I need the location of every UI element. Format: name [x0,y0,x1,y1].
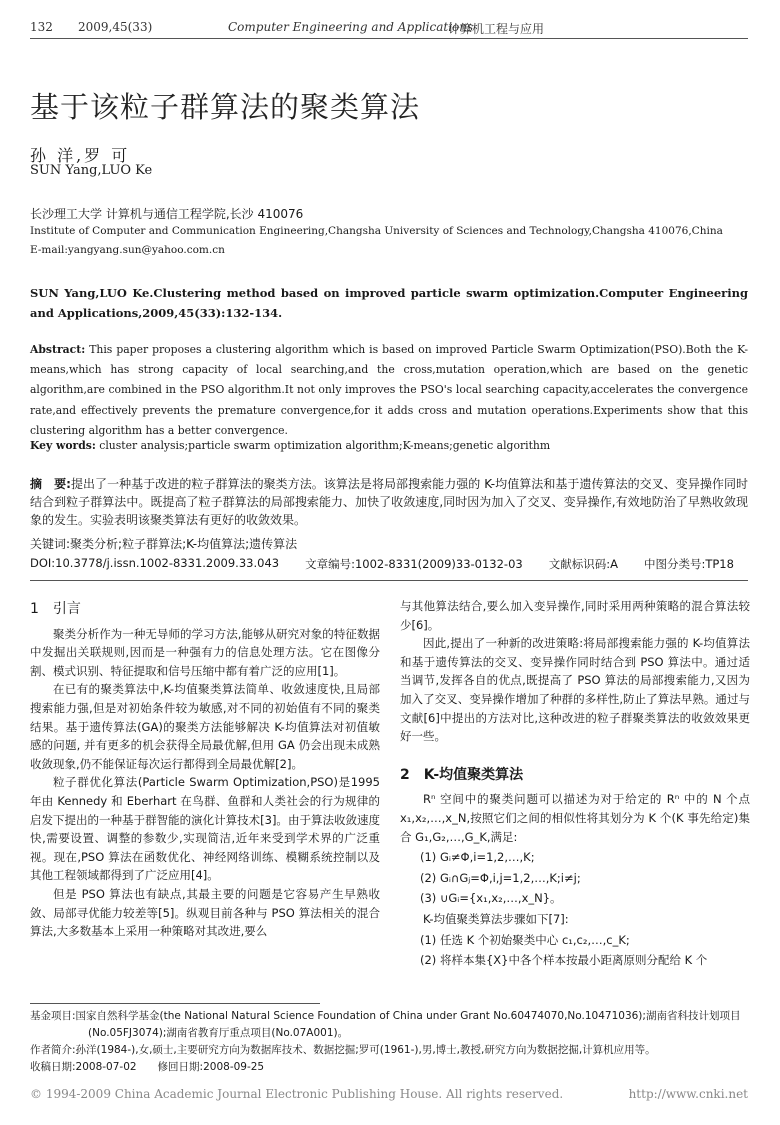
paragraph: 因此,提出了一种新的改进策略:将局部搜索能力强的 K-均值算法和基于遗传算法的交叉、变异操作同时结合到 PSO 算法中。通过适当调节,发挥各自的优点,既提高了 PSO 算法的局部搜索能力,又因为加入了交叉、变异操作增加了种群的多样性,防止了算法早熟。通过与文献[6]中提出的方法对比,这种改进的粒子群聚类算法的收敛效果更好一些。 [400,636,750,744]
section-2-heading: 2 K-均值聚类算法 [400,766,524,783]
article-number: 文章编号:1002-8331(2009)33-0132-03 [305,557,523,571]
email: E-mail:yangyang.sun@yahoo.com.cn [30,244,225,256]
classification-number: 中图分类号:TP18 [643,557,734,571]
keywords-cn [30,535,297,552]
paragraph: 在已有的聚类算法中,K-均值聚类算法简单、收敛速度快,且局部搜索能力强,但是对初始条件较为敏感,对不同的初始值有不同的聚类结果。基于遗传算法(GA)的聚类方法能够解决 K-均值算法对初值敏感的问题, 并有更多的机会获得全局最优解,但用 GA 仍会出现未成熟收敛现象,仍不能保证每次运行都得到全局最优解[2]。 [30,682,380,771]
authors-en: SUN Yang,LUO Ke [30,163,153,178]
cn-abstract-label: 摘 要: [30,477,71,491]
page-number: 132 [30,20,53,34]
volume-info: 2009,45(33) [78,20,153,34]
authors-cn: 孙 洋,罗 可 [30,146,131,165]
paragraph: 但是 PSO 算法也有缺点,其最主要的问题是它容易产生早熟收敛、局部寻优能力较差等[5]。纵观目前各种与 PSO 算法相关的混合算法,大多数基本上采用一种策略对其改进,要么 [30,886,380,939]
dates: 收稿日期:2008-07-02 修回日期:2008-09-25 [30,1061,265,1073]
paragraph: 聚类分析作为一种无导师的学习方法,能够从研究对象的特征数据中发掘出关联规则,因而是一种强有力的信息处理方法。它在图像分割、模式识别、特征提取和信号压缩中都有着广泛的应用[1]。 [30,626,380,678]
paragraph: Rⁿ 空间中的聚类问题可以描述为对于给定的 Rⁿ 中的 N 个点 x₁,x₂,…,x_N,按照它们之间的相似性将其划分为 K 个(K 事先给定)集合 G₁,G₂,…,G_K,满足: [400,792,750,844]
footnotes [30,1008,748,1076]
abstract-text: This paper proposes a clustering algorithm which is based on improved Particle Swarm Optimization(PSO).Both the K-means,which has strong capacity of local searching,and the cross,mutation operation,which are based on the genetic algorithm,are combined in the PSO algorithm.It not only improves the PSO's local searching capacity,accelerates the convergence rate,and effectively prevents the premature convergence,for it adds cross and mutation operations.Experiments show that this clustering algorithm has a better convergence. [30,343,748,437]
doi-row [30,556,748,572]
section-1-heading: 1 引言 [30,601,81,617]
condition: (2) Gᵢ∩Gⱼ=Φ,i,j=1,2,…,K;i≠j; [420,870,581,885]
footnote-rule [30,1003,320,1004]
journal-name-cn: 计算机工程与应用 [448,22,545,36]
header-rule [30,38,748,39]
algorithm-step: (1) 任选 K 个初始聚类中心 c₁,c₂,…,c_K; [420,932,630,947]
affiliation-en: Institute of Computer and Communication Engineering,Changsha University of Sciences and Technology,Changsha 410076,China [30,225,723,237]
cn-abstract-text: 提出了一种基于改进的粒子群算法的聚类方法。该算法是将局部搜索能力强的 K-均值算法和基于遗传算法的交叉、变异操作同时结合到粒子群算法中。既提高了粒子群算法的局部搜索能力、加快了收敛速度,同时因为加入了交叉、变异操作,有效地防治了早熟收敛现象的发生。实验表明该聚类算法有更好的收敛效果。 [30,477,748,527]
condition: (1) Gᵢ≠Φ,i=1,2,…,K; [420,850,535,865]
paper-title: 基于该粒子群算法的聚类算法 [30,90,421,124]
paragraph: K-均值聚类算法步骤如下[7]: [423,911,569,926]
copyright-line [30,1087,748,1101]
paragraph: 与其他算法结合,要么加入变异操作,同时采用两种策略的混合算法较少[6]。 [400,599,750,632]
cn-keywords-label: 关键词: [30,537,71,551]
condition: (3) ∪Gᵢ={x₁,x₂,…,x_N}。 [420,891,562,906]
citation: SUN Yang,LUO Ke.Clustering method based on improved particle swarm optimization.Computer Engineering and Applications,2009,45(33):132-134. [30,286,748,320]
cn-keywords-text: 聚类分析;粒子群算法;K-均值算法;遗传算法 [70,537,298,551]
fund-note-cont: (No.05FJ3074);湖南省教育厅重点项目(No.07A001)。 [88,1027,349,1039]
abstract-label: Abstract: [30,343,86,356]
author-bio: 作者简介:孙洋(1984-),女,硕士,主要研究方向为数据库技术、数据挖掘;罗可(1961-),男,博士,教授,研究方向为数据挖掘,计算机应用等。 [30,1044,656,1056]
cnki-link[interactable]: http://www.cnki.net [628,1087,748,1101]
doi: DOI:10.3778/j.issn.1002-8331.2009.33.043 [30,556,280,570]
abstract-en [30,340,748,441]
keywords-text: cluster analysis;particle swarm optimization algorithm;K-means;genetic algorithm [99,439,551,452]
abstract-cn [30,475,748,529]
algorithm-step: (2) 将样本集{X}中各个样本按最小距离原则分配给 K 个 [420,953,708,968]
paragraph: 粒子群优化算法(Particle Swarm Optimization,PSO)是1995年由 Kennedy 和 Eberhart 在鸟群、鱼群和人类社会的行为规律的启发下提出的一种基于群智能的演化计算技术[3]。由于算法收敛速度快,需要设置、调整的参数少,实现简洁,近年来受到学术界的广泛重视。现在,PSO 算法在函数优化、神经网络训练、模糊系统控制以及其他工程领域都得到了广泛应用[4]。 [30,775,380,883]
copyright-text: © 1994-2009 China Academic Journal Electronic Publishing House. All rights reserved. [30,1087,564,1101]
affiliation-cn: 长沙理工大学 计算机与通信工程学院,长沙 410076 [30,207,304,221]
right-column [400,597,750,972]
fund-note: 基金项目:国家自然科学基金(the National Natural Science Foundation of China under Grant No.60474070,No.10471036);湖南省科技计划项目 [30,1010,741,1022]
keywords-en [30,439,748,452]
left-column [30,600,380,941]
section-rule [30,580,748,581]
journal-name-en: Computer Engineering and Applications [228,20,474,34]
keywords-label: Key words: [30,439,96,452]
document-code: 文献标识码:A [548,557,618,571]
